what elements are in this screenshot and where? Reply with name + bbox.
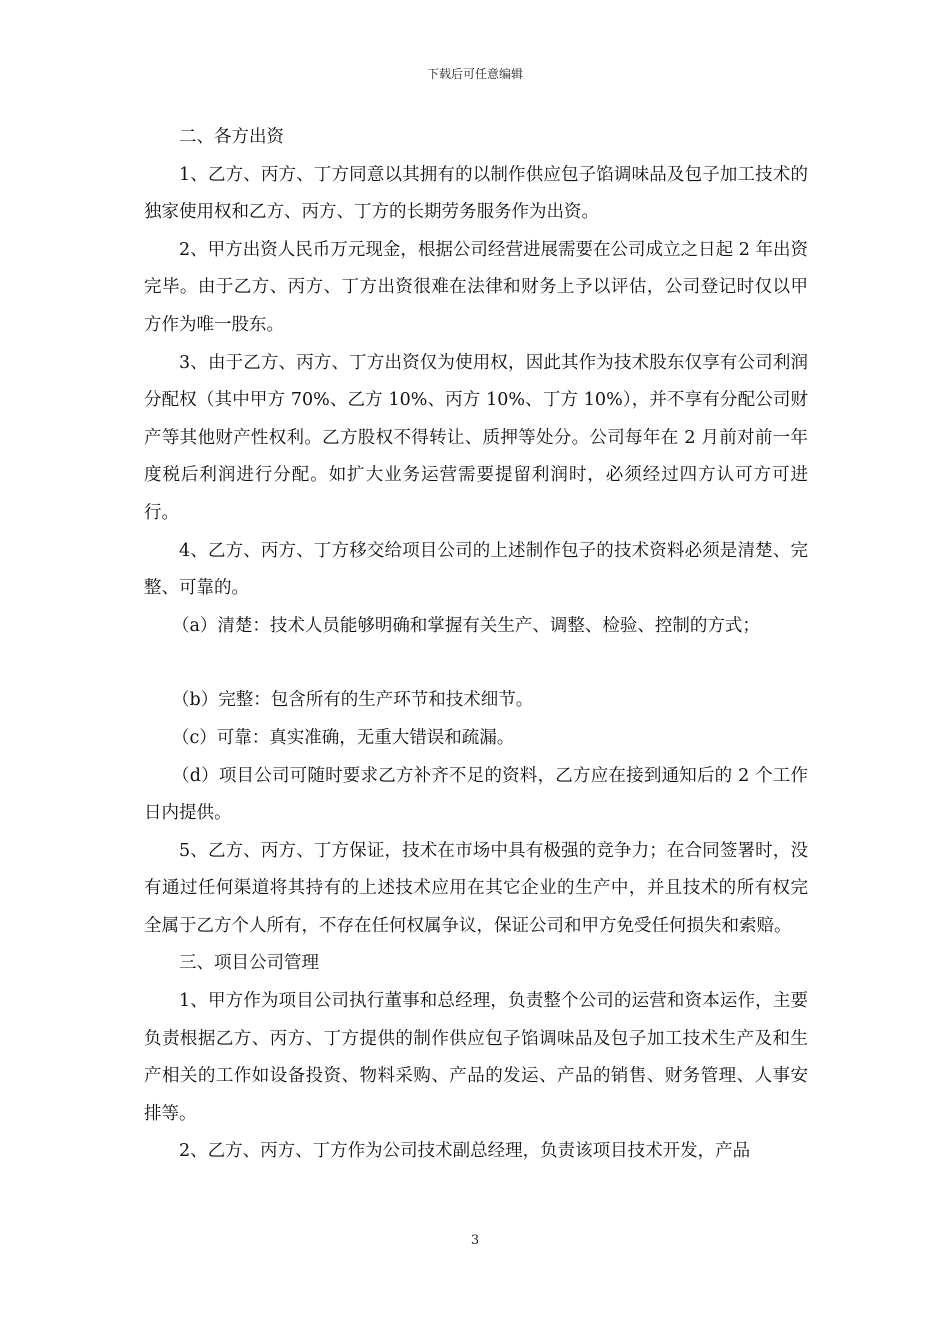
document-body xyxy=(144,119,808,1171)
page-number: 3 xyxy=(470,1233,480,1248)
clause-2-1: 1、乙方、丙方、丁方同意以其拥有的以制作供应包子馅调味品及包子加工技术的独家使用权和乙方、丙方、丁方的长期劳务服务作为出资。 xyxy=(144,164,808,223)
page-header-note: 下载后可任意编辑 xyxy=(426,67,523,81)
clause-2-3: 3、由于乙方、丙方、丁方出资仅为使用权，因此其作为技术股东仅享有公司利润分配权（其中甲方 70%、乙方 10%、丙方 10%、丁方 10%），并不享有分配公司财产等其他财产性权利。乙方股权不得转让、质押等处分。公司每年在 2 月前对前一年度税后利润进行分配。如扩大业务运营需要提留利润时，必须经过四方认可方可进行。 xyxy=(144,352,808,523)
clause-2-4-c: （c）可靠：真实准确，无重大错误和疏漏。 xyxy=(172,727,515,748)
clause-2-4-a: （a）清楚：技术人员能够明确和掌握有关生产、调整、检验、控制的方式； xyxy=(172,615,760,636)
clause-2-5: 5、乙方、丙方、丁方保证，技术在市场中具有极强的竞争力；在合同签署时，没有通过任何渠道将其持有的上述技术应用在其它企业的生产中，并且技术的所有权完全属于乙方个人所有，不存在任何权属争议，保证公司和甲方免受任何损失和索赔。 xyxy=(144,840,808,936)
clause-2-4-b: （b）完整：包含所有的生产环节和技术细节。 xyxy=(172,690,534,711)
blank-line xyxy=(144,645,808,682)
clause-3-2: 2、乙方、丙方、丁方作为公司技术副总经理，负责该项目技术开发，产品 xyxy=(179,1141,751,1162)
clause-2-2: 2、甲方出资人民币万元现金，根据公司经营进展需要在公司成立之日起 2 年出资完毕。由于乙方、丙方、丁方出资很难在法律和财务上予以评估，公司登记时仅以甲方作为唯一股东。 xyxy=(144,239,808,335)
section-heading-capital-contribution: 二、各方出资 xyxy=(179,127,284,147)
clause-2-4-d: （d）项目公司可随时要求乙方补齐不足的资料，乙方应在接到通知后的 2 个工作日内提供。 xyxy=(144,765,808,824)
clause-3-1: 1、甲方作为项目公司执行董事和总经理，负责整个公司的运营和资本运作，主要负责根据乙方、丙方、丁方提供的制作供应包子馅调味品及包子加工技术生产及和生产相关的工作如设备投资、物料采购、产品的发运、产品的销售、财务管理、人事安排等。 xyxy=(144,991,808,1124)
clause-2-4: 4、乙方、丙方、丁方移交给项目公司的上述制作包子的技术资料必须是清楚、完整、可靠的。 xyxy=(144,540,808,599)
section-heading-company-management: 三、项目公司管理 xyxy=(179,953,319,974)
